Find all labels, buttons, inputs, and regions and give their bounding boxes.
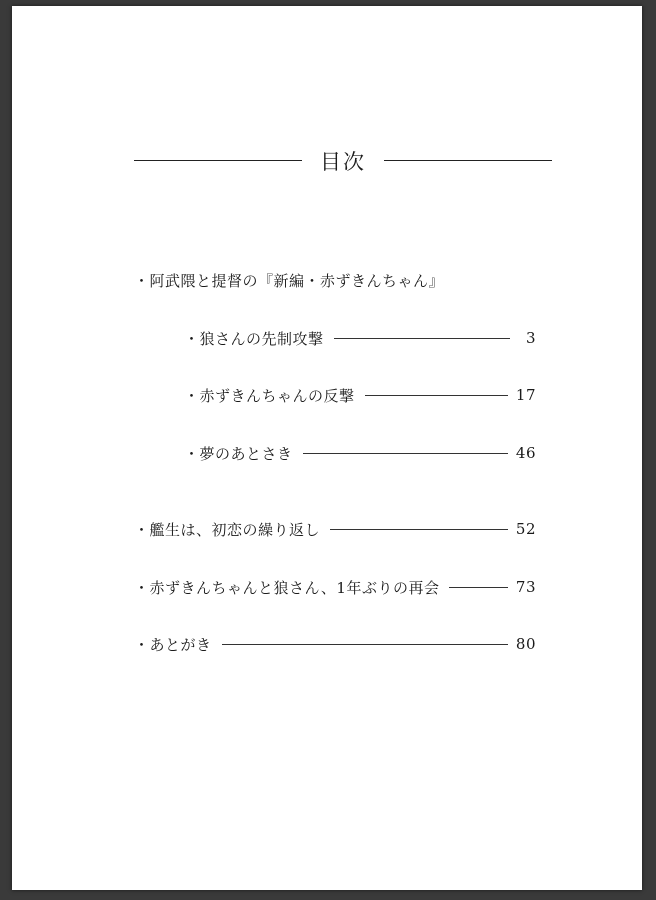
- toc-entry-label: ・狼さんの先制攻撃: [184, 329, 324, 348]
- toc-entry-label: ・あとがき: [134, 635, 212, 654]
- toc-entry: [184, 441, 536, 465]
- toc-entry-label: ・艦生は、初恋の繰り返し: [134, 520, 321, 539]
- toc-entry-page: 52: [515, 520, 536, 538]
- toc-entry-page: 80: [515, 635, 536, 653]
- title-rule-right: [384, 160, 552, 161]
- toc-section-heading: [134, 268, 444, 292]
- toc-entry-page: 46: [515, 444, 536, 462]
- dot-leader: [365, 395, 508, 396]
- toc-title-row: [134, 146, 552, 176]
- toc-entry-label: ・赤ずきんちゃんと狼さん、1年ぶりの再会: [134, 578, 440, 597]
- toc-entry: [134, 632, 536, 656]
- toc-title: 目次: [320, 150, 366, 174]
- dot-leader: [303, 453, 508, 454]
- toc-entry: [134, 517, 536, 541]
- toc-entry: [134, 575, 536, 599]
- toc-entry: [184, 383, 536, 407]
- dot-leader: [330, 529, 508, 530]
- toc-entry-page: 73: [515, 578, 536, 596]
- toc-entry-page: 17: [515, 386, 536, 404]
- document-page: [12, 6, 642, 890]
- section-heading-label: ・阿武隈と提督の『新編・赤ずきんちゃん』: [134, 271, 445, 290]
- dot-leader: [334, 338, 510, 339]
- toc-entry-label: ・赤ずきんちゃんの反撃: [184, 386, 355, 405]
- dot-leader: [449, 587, 507, 588]
- toc-entry-page: 3: [525, 329, 536, 347]
- toc-entry: [184, 326, 536, 350]
- toc-entry-label: ・夢のあとさき: [184, 444, 293, 463]
- dot-leader: [222, 644, 508, 645]
